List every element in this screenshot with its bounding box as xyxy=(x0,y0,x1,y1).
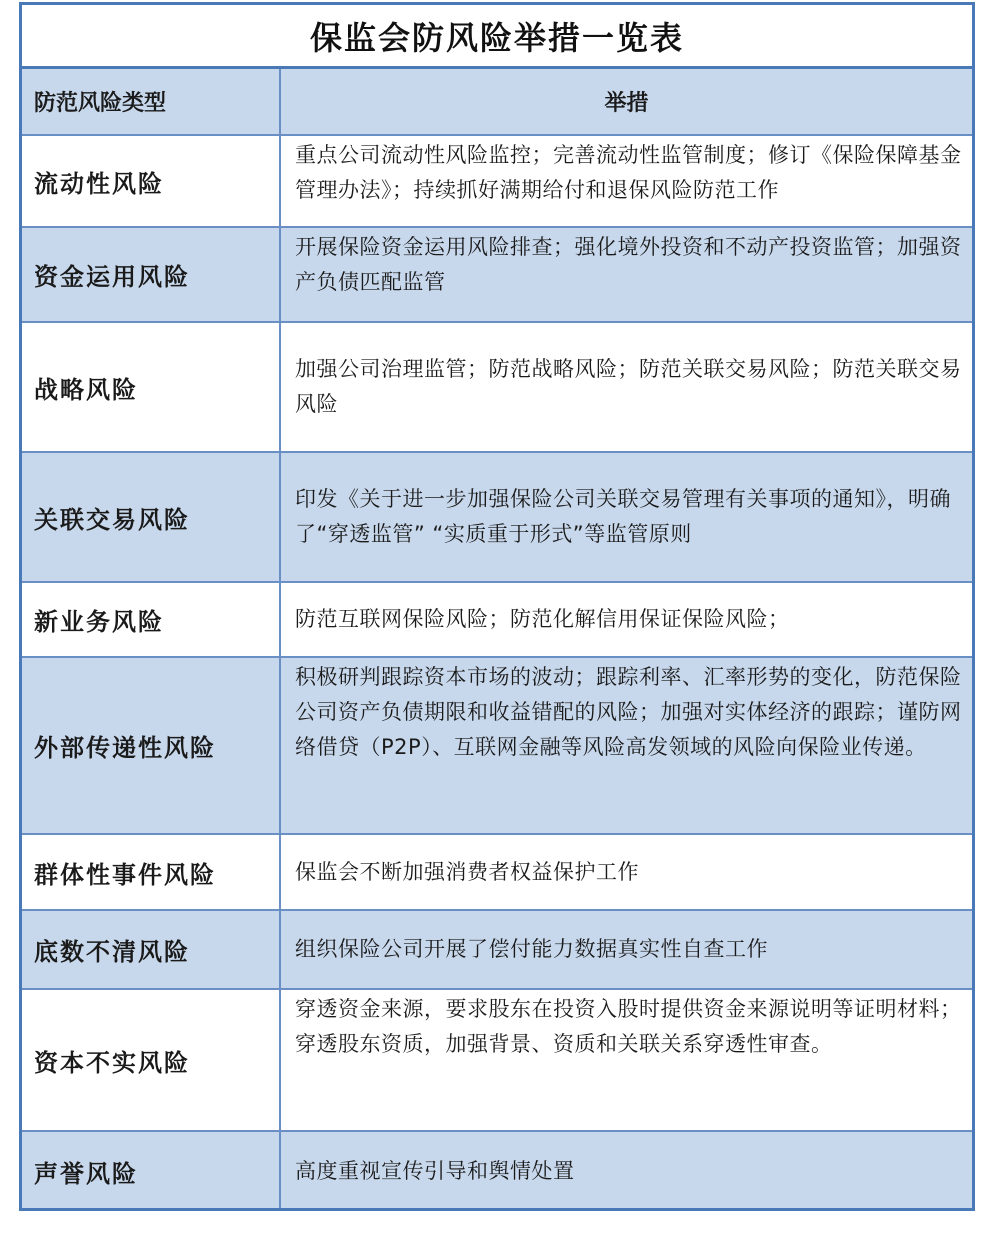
risk-measures-table xyxy=(19,2,975,1211)
table-row xyxy=(22,135,972,227)
table-title: 保监会防风险举措一览表 xyxy=(22,5,972,69)
risk-type-cell: 群体性事件风险 xyxy=(22,834,280,910)
header-risk-type: 防范风险类型 xyxy=(22,69,280,135)
measure-cell: 防范互联网保险风险；防范化解信用保证保险风险； xyxy=(280,582,972,657)
measure-cell: 印发《关于进一步加强保险公司关联交易管理有关事项的通知》，明确了“穿透监管” “实质重于形式”等监管原则 xyxy=(280,452,972,582)
measure-cell: 开展保险资金运用风险排查；强化境外投资和不动产投资监管；加强资产负债匹配监管 xyxy=(280,227,972,322)
measure-cell: 高度重视宣传引导和舆情处置 xyxy=(280,1131,972,1211)
measure-cell: 加强公司治理监管；防范战略风险；防范关联交易风险；防范关联交易风险 xyxy=(280,322,972,452)
risk-type-cell: 战略风险 xyxy=(22,322,280,452)
measure-cell: 穿透资金来源，要求股东在投资入股时提供资金来源说明等证明材料；穿透股东资质，加强背景、资质和关联关系穿透性审查。 xyxy=(280,989,972,1131)
risk-type-cell: 新业务风险 xyxy=(22,582,280,657)
risk-type-cell: 外部传递性风险 xyxy=(22,657,280,834)
risk-table-body xyxy=(22,69,972,1211)
risk-type-cell: 关联交易风险 xyxy=(22,452,280,582)
table-row xyxy=(22,322,972,452)
header-measures: 举措 xyxy=(280,69,972,135)
header-row xyxy=(22,69,972,135)
table-row xyxy=(22,910,972,989)
risk-type-cell: 流动性风险 xyxy=(22,135,280,227)
risk-type-cell: 资金运用风险 xyxy=(22,227,280,322)
risk-type-cell: 资本不实风险 xyxy=(22,989,280,1131)
measure-cell: 保监会不断加强消费者权益保护工作 xyxy=(280,834,972,910)
measure-cell: 积极研判跟踪资本市场的波动；跟踪利率、汇率形势的变化，防范保险公司资产负债期限和收益错配的风险；加强对实体经济的跟踪；谨防网络借贷（P2P）、互联网金融等风险高发领域的风险向保险业传递。 xyxy=(280,657,972,834)
table-row xyxy=(22,989,972,1131)
risk-type-cell: 声誉风险 xyxy=(22,1131,280,1211)
risk-type-cell: 底数不清风险 xyxy=(22,910,280,989)
table-row xyxy=(22,1131,972,1211)
table-row xyxy=(22,582,972,657)
measure-cell: 组织保险公司开展了偿付能力数据真实性自查工作 xyxy=(280,910,972,989)
table-row xyxy=(22,227,972,322)
table-row xyxy=(22,452,972,582)
measure-cell: 重点公司流动性风险监控；完善流动性监管制度；修订《保险保障基金管理办法》；持续抓好满期给付和退保风险防范工作 xyxy=(280,135,972,227)
table-row xyxy=(22,834,972,910)
table-row xyxy=(22,657,972,834)
